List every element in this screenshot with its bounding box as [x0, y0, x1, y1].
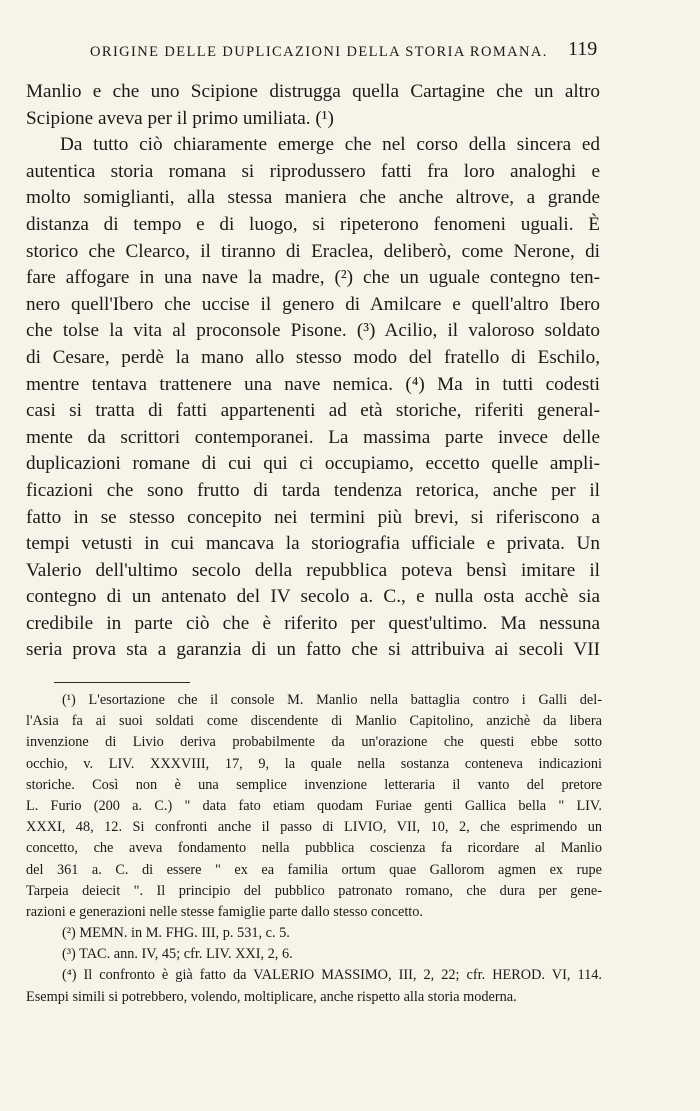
text-line: fare affogare in una nave la madre, (²) che un uguale contegno ten-: [26, 267, 600, 289]
text-line: mentre tentava trattenere una nave nemica. (⁴) Ma in tutti codesti: [26, 373, 600, 395]
text-line: seria prova sta a garanzia di un fatto che si attribuiva ai secoli VII: [26, 639, 600, 661]
running-title: ORIGINE DELLE DUPLICAZIONI DELLA STORIA ROMANA.: [90, 44, 548, 60]
text-line: autentica storia romana si riprodussero fatti fra loro analoghi e: [26, 160, 600, 182]
footnote-line: del 361 a. C. di essere " ex ea familia ortum quae Gallorom agmen ex rupe: [26, 861, 602, 878]
footnote-line: (⁴) Il confronto è già fatto da VALERIO MASSIMO, III, 2, 22; cfr. HEROD. VI, 114.: [62, 967, 602, 984]
footnote-separator: [54, 682, 190, 683]
footnote-line: occhio, v. LIV. XXXVIII, 17, 9, la quale nella sostanza conteneva indicazioni: [26, 755, 602, 772]
text-line: Da tutto ciò chiaramente emerge che nel corso della sincera ed: [60, 134, 600, 156]
footnote-line: XXXI, 48, 12. Si confronti anche il passo di LIVIO, VII, 10, 2, che esprimendo un: [26, 819, 602, 836]
footnote-line: (²) MEMN. in M. FHG. III, p. 531, c. 5.: [62, 925, 290, 942]
footnote-line: storiche. Così non è una semplice invenzione letteraria il vanto del pretore: [26, 776, 602, 793]
footnote-line: (³) TAC. ann. IV, 45; cfr. LIV. XXI, 2, 6.: [62, 946, 293, 963]
text-line: fatto in se stesso concepito nei termini più brevi, si riferiscono a: [26, 506, 600, 528]
text-line: Scipione aveva per il primo umiliata. (¹): [26, 107, 334, 129]
text-line: ficazioni che sono frutto di tarda tendenza retorica, anche per il: [26, 479, 600, 501]
footnote-line: invenzione di Livio deriva probabilmente da un'orazione che questi ebbe sotto: [26, 734, 602, 751]
footnote-line: Tarpeia deiecit ". Il principio del pubblico patronato romano, che dura per gene-: [26, 882, 602, 899]
text-line: storico che Clearco, il tiranno di Eraclea, deliberò, come Nerone, di: [26, 240, 600, 262]
footnote-line: l'Asia fa ai suoi soldati come discendente di Manlio Capitolino, anzichè da libera: [26, 713, 602, 730]
text-line: Valerio dell'ultimo secolo della repubblica poteva bensì imitare il: [26, 559, 600, 581]
text-line: molto somiglianti, alla stessa maniera che anche altrove, a grande: [26, 187, 600, 209]
text-line: contegno di un antenato del IV secolo a. C., e nulla osta acchè sia: [26, 586, 600, 608]
text-line: distanza di tempo e di luogo, si ripeterono fenomeni uguali. È: [26, 213, 600, 235]
footnotes: [26, 690, 602, 1008]
footnote-line: Esempi simili si potrebbero, volendo, moltiplicare, anche rispetto alla storia moderna.: [26, 988, 517, 1005]
text-line: nero quell'Ibero che uccise il genero di Amilcare e quell'altro Ibero: [26, 293, 600, 315]
text-line: tempi vetusti in cui mancava la storiografia ufficiale e privata. Un: [26, 533, 600, 555]
footnote-line: L. Furio (200 a. C.) " data fato etiam quodam Furiae genti Gallica bella " LIV.: [26, 797, 602, 814]
footnote-line: concetto, che aveva fondamento nella pubblica coscienza fa ricordare al Manlio: [26, 840, 602, 857]
text-line: credibile in parte ciò che è riferito per quest'ultimo. Ma nessuna: [26, 612, 600, 634]
main-text: [26, 79, 600, 664]
text-line: di Cesare, perdè la mano allo stesso modo del fratello di Eschilo,: [26, 346, 600, 368]
page-header: [0, 38, 700, 68]
page-number: 119: [568, 38, 598, 60]
text-line: casi si tratta di fatti appartenenti ad età storiche, riferiti general-: [26, 400, 600, 422]
text-line: duplicazioni romane di cui qui ci occupiamo, eccetto quelle ampli-: [26, 453, 600, 475]
text-line: che tolse la vita al proconsole Pisone. (³) Acilio, il valoroso soldato: [26, 320, 600, 342]
text-line: Manlio e che uno Scipione distrugga quella Cartagine che un altro: [26, 81, 600, 102]
footnote-line: (¹) L'esortazione che il console M. Manlio nella battaglia contro i Galli del-: [62, 692, 602, 708]
text-line: mente da scrittori contemporanei. La massima parte invece delle: [26, 426, 600, 448]
footnote-line: razioni e generazioni nelle stesse famiglie parte dallo stesso concetto.: [26, 903, 423, 920]
